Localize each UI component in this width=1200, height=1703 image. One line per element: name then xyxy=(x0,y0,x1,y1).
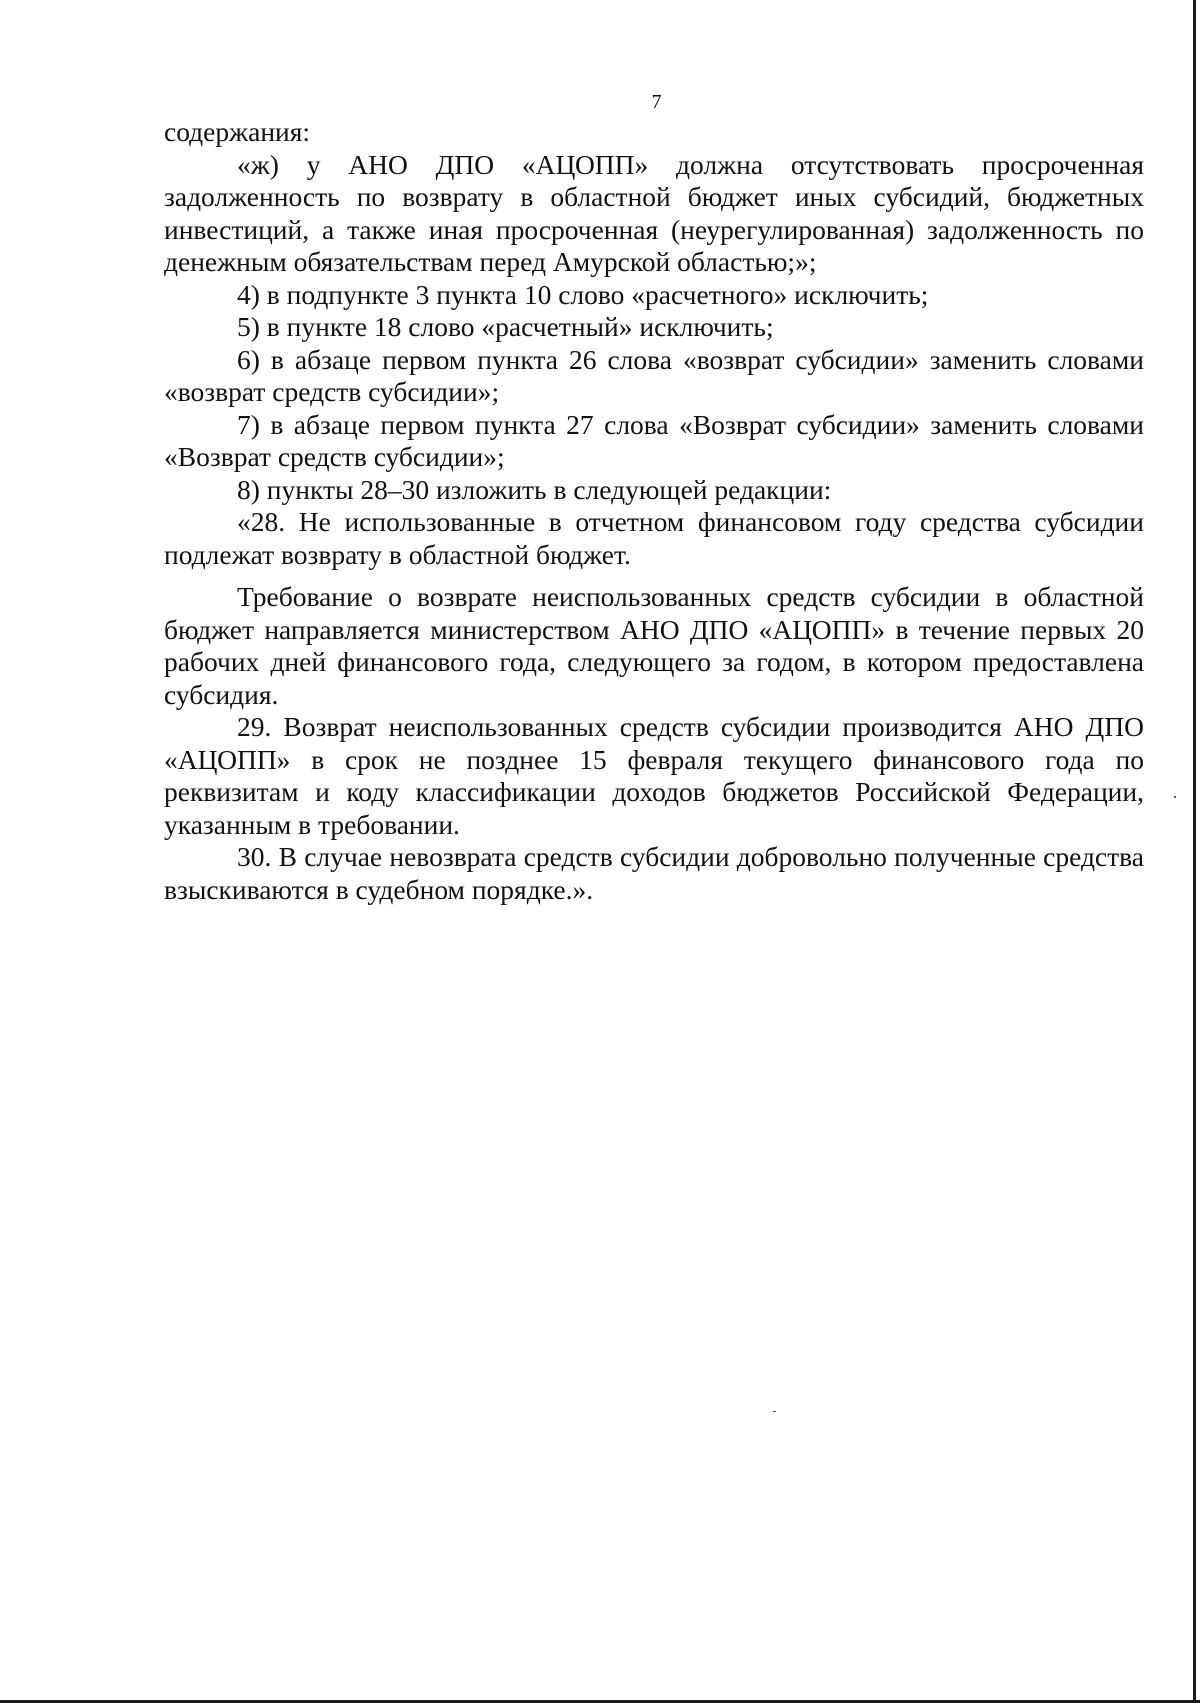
scan-speck xyxy=(773,1411,776,1412)
scan-edge-right xyxy=(1193,0,1196,1703)
paragraph-clause-28: «28. Не использованные в отчетном финансовом году средства субсидии подлежат возврату в областной бюджет. xyxy=(164,506,1144,570)
paragraph-return-requirement: Требование о возврате неиспользованных средств субсидии в областной бюджет направляется министерством АНО ДПО «АЦОПП» в течение первых 20 рабочих дней финансового года, следующего за годом, в котором предоставлена субсидия. xyxy=(164,581,1144,710)
paragraph-clause-29: 29. Возврат неиспользованных средств субсидии производится АНО ДПО «АЦОПП» в срок не позднее 15 февраля текущего финансового года по реквизитам и коду классификации доходов бюджетов Российской Федерации, указанным в требовании. xyxy=(164,711,1144,840)
paragraph-subitem-zh: «ж) у АНО ДПО «АЦОПП» должна отсутствовать просроченная задолженность по возврату в областной бюджет иных субсидий, бюджетных инвестиций, а также иная просроченная (неурегулированная) задолженность по денежным обязательствам перед Амурской областью;»; xyxy=(164,148,1144,277)
paragraph-continuation: содержания: xyxy=(164,116,311,147)
paragraph-item-4: 4) в подпункте 3 пункта 10 слово «расчетного» исключить; xyxy=(237,278,929,310)
scan-speck xyxy=(1174,796,1176,798)
page-number: 7 xyxy=(651,91,662,113)
paragraph-clause-30: 30. В случае невозврата средств субсидии добровольно полученные средства взыскиваются в судебном порядке.». xyxy=(164,841,1144,905)
paragraph-item-5: 5) в пункте 18 слово «расчетный» исключить; xyxy=(237,311,774,342)
document-body xyxy=(164,116,1144,906)
paragraph-item-6: 6) в абзаце первом пункта 26 слова «возврат субсидии» заменить словами «возврат средств субсидии»; xyxy=(164,343,1144,407)
paragraph-item-7: 7) в абзаце первом пункта 27 слова «Возврат субсидии» заменить словами «Возврат средств субсидии»; xyxy=(164,408,1144,472)
paragraph-item-8: 8) пункты 28–30 изложить в следующей редакции: xyxy=(237,473,832,505)
